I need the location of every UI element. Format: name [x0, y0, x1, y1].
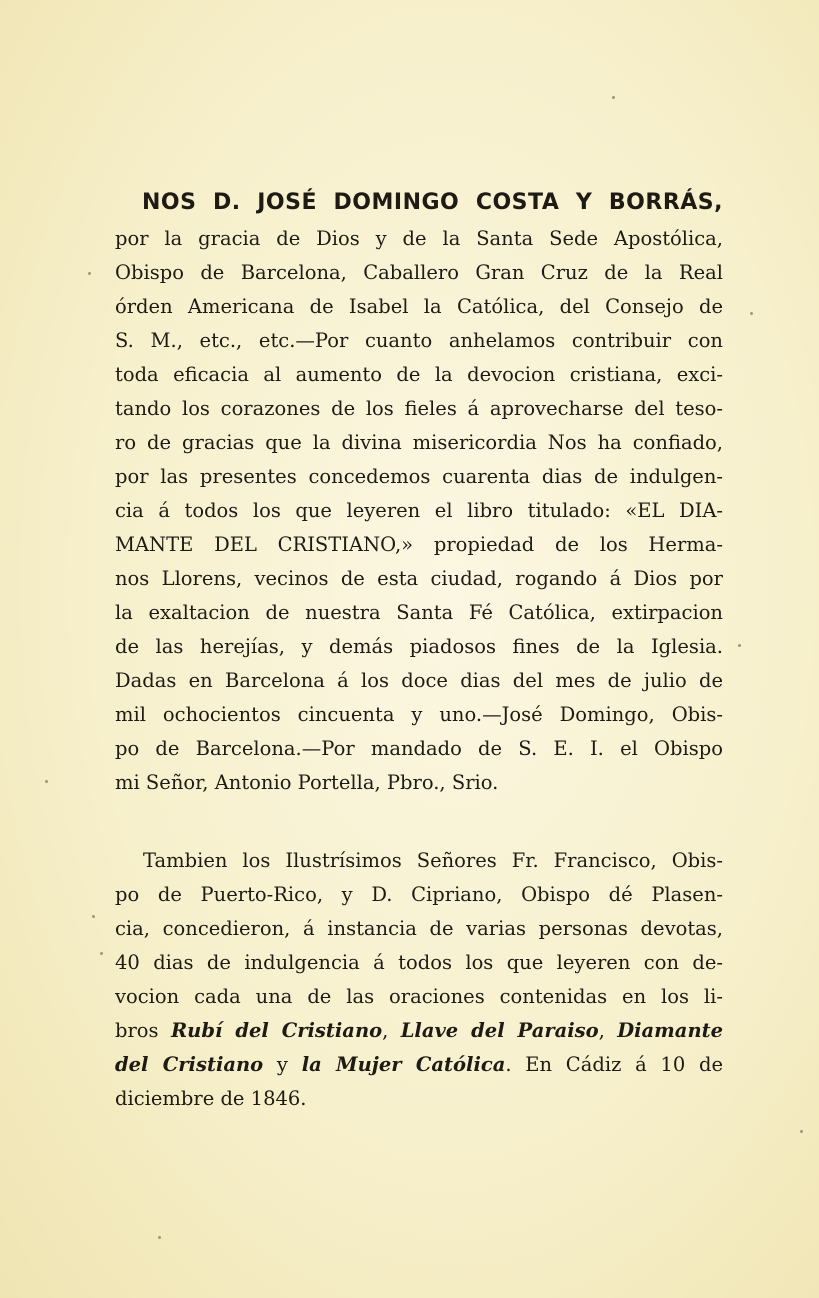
- decree-line: por las presentes concedemos cuarenta dias de indulgen-: [115, 465, 723, 488]
- paper-speck: [158, 1236, 161, 1239]
- decree-line: por la gracia de Dios y de la Santa Sede Apostólica,: [115, 227, 723, 250]
- decree-line: tando los corazones de los fieles á aprovecharse del teso-: [115, 397, 723, 420]
- paper-speck: [738, 644, 741, 647]
- note-line: po de Puerto-Rico, y D. Cipriano, Obispo dé Plasen-: [115, 883, 723, 906]
- note-text: y: [276, 1053, 288, 1076]
- note-text: bros: [115, 1019, 159, 1042]
- book-title: Llave del Paraiso: [400, 1019, 599, 1042]
- decree-line: de las herejías, y demás piadosos fines de la Iglesia.: [115, 635, 723, 658]
- decree-line: Obispo de Barcelona, Caballero Gran Cruz de la Real: [115, 261, 723, 284]
- book-title: Diamante: [617, 1019, 724, 1042]
- note-line-books: [115, 1048, 723, 1082]
- decree-heading: NOS D. JOSÉ DOMINGO COSTA Y BORRÁS,: [142, 190, 723, 215]
- paper-speck: [800, 1130, 803, 1133]
- decree-line: MANTE DEL CRISTIANO,» propiedad de los Herma-: [115, 533, 723, 556]
- decree-line: nos Llorens, vecinos de esta ciudad, rogando á Dios por: [115, 567, 723, 590]
- decree-line: mil ochocientos cincuenta y uno.—José Domingo, Obis-: [115, 703, 723, 726]
- decree-line: mi Señor, Antonio Portella, Pbro., Srio.: [115, 771, 499, 794]
- book-title: del Cristiano: [115, 1053, 264, 1076]
- decree-line: Dadas en Barcelona á los doce dias del mes de julio de: [115, 669, 723, 692]
- note-line: diciembre de 1846.: [115, 1087, 307, 1110]
- decree-line: órden Americana de Isabel la Católica, del Consejo de: [115, 295, 723, 318]
- book-title: la Mujer Católica: [301, 1053, 506, 1076]
- note-line: cia, concedieron, á instancia de varias personas devotas,: [115, 917, 723, 940]
- paper-speck: [88, 272, 91, 275]
- decree-line: po de Barcelona.—Por mandado de S. E. I. el Obispo: [115, 737, 723, 760]
- paper-speck: [750, 312, 753, 315]
- note-text: ,: [382, 1019, 389, 1042]
- note-line-books: [115, 1014, 723, 1048]
- note-text: . En Cádiz á 10 de: [505, 1053, 723, 1076]
- note-line: vocion cada una de las oraciones contenidas en los li-: [115, 985, 723, 1008]
- paper-speck: [92, 915, 95, 918]
- decree-line: cia á todos los que leyeren el libro titulado: «EL DIA-: [115, 499, 723, 522]
- decree-line: ro de gracias que la divina misericordia Nos ha confiado,: [115, 431, 723, 454]
- decree-line: toda eficacia al aumento de la devocion cristiana, exci-: [115, 363, 723, 386]
- paper-speck: [45, 780, 48, 783]
- decree-line: la exaltacion de nuestra Santa Fé Católica, extirpacion: [115, 601, 723, 624]
- note-line: Tambien los Ilustrísimos Señores Fr. Francisco, Obis-: [143, 849, 723, 872]
- paper-speck: [100, 952, 103, 955]
- note-text: ,: [598, 1019, 605, 1042]
- paper-speck: [612, 96, 615, 99]
- book-title: Rubí del Cristiano: [170, 1019, 383, 1042]
- decree-line: S. M., etc., etc.—Por cuanto anhelamos contribuir con: [115, 329, 723, 352]
- note-line: 40 dias de indulgencia á todos los que leyeren con de-: [115, 951, 723, 974]
